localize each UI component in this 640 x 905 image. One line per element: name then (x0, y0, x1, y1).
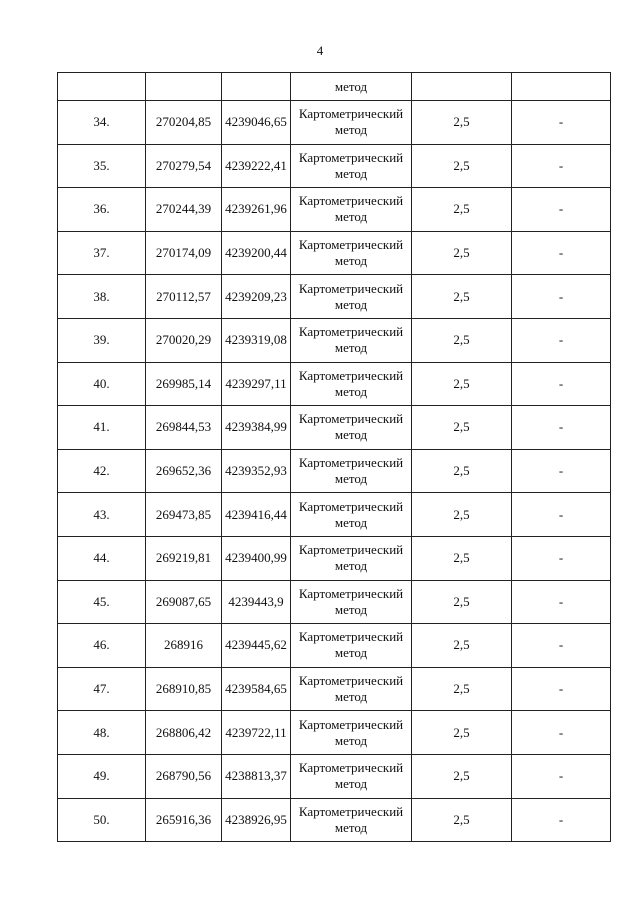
cell-method (291, 754, 412, 798)
cell-num: 49. (58, 754, 146, 798)
cell-note: - (512, 318, 611, 362)
cell-note (512, 73, 611, 101)
cell-y (222, 73, 291, 101)
cell-note: - (512, 580, 611, 624)
method-line-1: Картометрический (298, 498, 404, 514)
cell-y: 4239297,11 (222, 362, 291, 406)
cell-accuracy: 2,5 (412, 536, 512, 580)
cell-note: - (512, 362, 611, 406)
cell-accuracy: 2,5 (412, 406, 512, 450)
method-line-1: Картометрический (298, 803, 404, 819)
cell-num: 37. (58, 231, 146, 275)
cell-accuracy: 2,5 (412, 711, 512, 755)
method-line-2: метод (334, 122, 368, 138)
cell-accuracy: 2,5 (412, 624, 512, 668)
method-line-1: Картометрический (298, 585, 404, 601)
cell-method: метод (291, 73, 412, 101)
method-line-1: Картометрический (298, 455, 404, 471)
cell-num: 41. (58, 406, 146, 450)
cell-x: 270279,54 (146, 144, 222, 188)
cell-method (291, 406, 412, 450)
cell-x: 268790,56 (146, 754, 222, 798)
cell-note: - (512, 144, 611, 188)
cell-num: 44. (58, 536, 146, 580)
cell-y: 4239384,99 (222, 406, 291, 450)
cell-x: 270020,29 (146, 318, 222, 362)
cell-x: 268916 (146, 624, 222, 668)
cell-num: 39. (58, 318, 146, 362)
method-line-2: метод (334, 645, 368, 661)
cell-num: 38. (58, 275, 146, 319)
method-line-2: метод (334, 601, 368, 617)
cell-y: 4239400,99 (222, 536, 291, 580)
cell-accuracy: 2,5 (412, 275, 512, 319)
table-row (58, 406, 611, 450)
cell-y: 4239584,65 (222, 667, 291, 711)
cell-accuracy: 2,5 (412, 231, 512, 275)
cell-method (291, 711, 412, 755)
cell-method (291, 231, 412, 275)
cell-y: 4238926,95 (222, 798, 291, 842)
cell-num: 42. (58, 449, 146, 493)
table-row (58, 362, 611, 406)
cell-x: 268806,42 (146, 711, 222, 755)
method-line-2: метод (334, 776, 368, 792)
cell-accuracy: 2,5 (412, 667, 512, 711)
method-line-2: метод (334, 427, 368, 443)
method-line-2: метод (334, 732, 368, 748)
method-line-2: метод (334, 471, 368, 487)
table-row (58, 711, 611, 755)
cell-num: 35. (58, 144, 146, 188)
cell-y: 4239261,96 (222, 188, 291, 232)
cell-method (291, 275, 412, 319)
cell-note: - (512, 406, 611, 450)
method-line-1: Картометрический (298, 106, 404, 122)
cell-x: 269219,81 (146, 536, 222, 580)
method-line-2: метод (334, 383, 368, 399)
cell-y: 4239319,08 (222, 318, 291, 362)
cell-accuracy: 2,5 (412, 580, 512, 624)
cell-accuracy: 2,5 (412, 362, 512, 406)
table-row (58, 624, 611, 668)
cell-note: - (512, 536, 611, 580)
cell-method (291, 449, 412, 493)
cell-method (291, 188, 412, 232)
method-line-1: Картометрический (298, 367, 404, 383)
cell-accuracy: 2,5 (412, 493, 512, 537)
method-line-2: метод (334, 558, 368, 574)
continuation-row (58, 73, 611, 101)
cell-num: 46. (58, 624, 146, 668)
method-line-1: Картометрический (298, 629, 404, 645)
method-line-1: Картометрический (298, 760, 404, 776)
method-line-1: Картометрический (298, 149, 404, 165)
table-body (58, 73, 611, 842)
method-line-2: метод (334, 165, 368, 181)
cell-x: 270112,57 (146, 275, 222, 319)
cell-num: 40. (58, 362, 146, 406)
method-line-2: метод (334, 209, 368, 225)
cell-accuracy: 2,5 (412, 318, 512, 362)
cell-x: 269985,14 (146, 362, 222, 406)
method-line-2: метод (334, 253, 368, 269)
cell-note: - (512, 101, 611, 145)
page-number: 4 (316, 43, 324, 58)
cell-x: 270174,09 (146, 231, 222, 275)
method-line-2: метод (334, 689, 368, 705)
table-row (58, 144, 611, 188)
cell-method (291, 493, 412, 537)
cell-note: - (512, 188, 611, 232)
method-line-1: Картометрический (298, 716, 404, 732)
cell-x: 270244,39 (146, 188, 222, 232)
cell-note: - (512, 624, 611, 668)
cell-note: - (512, 275, 611, 319)
cell-x: 265916,36 (146, 798, 222, 842)
cell-method (291, 667, 412, 711)
cell-accuracy: 2,5 (412, 144, 512, 188)
table-row (58, 493, 611, 537)
table-row (58, 231, 611, 275)
cell-y: 4239722,11 (222, 711, 291, 755)
table-row (58, 188, 611, 232)
cell-accuracy (412, 73, 512, 101)
cell-num: 45. (58, 580, 146, 624)
cell-x: 269087,65 (146, 580, 222, 624)
table-row (58, 798, 611, 842)
table-row (58, 449, 611, 493)
cell-note: - (512, 493, 611, 537)
cell-num: 43. (58, 493, 146, 537)
cell-num: 48. (58, 711, 146, 755)
cell-x: 270204,85 (146, 101, 222, 145)
method-line-1: Картометрический (298, 673, 404, 689)
cell-accuracy: 2,5 (412, 449, 512, 493)
cell-x: 268910,85 (146, 667, 222, 711)
table-row (58, 275, 611, 319)
cell-accuracy: 2,5 (412, 101, 512, 145)
cell-num: 50. (58, 798, 146, 842)
cell-x: 269844,53 (146, 406, 222, 450)
table-row (58, 580, 611, 624)
cell-y: 4239046,65 (222, 101, 291, 145)
method-line-2: метод (334, 340, 368, 356)
cell-method (291, 144, 412, 188)
table-row (58, 754, 611, 798)
table-row (58, 101, 611, 145)
cell-y: 4239416,44 (222, 493, 291, 537)
cell-y: 4238813,37 (222, 754, 291, 798)
method-line-1: Картометрический (298, 542, 404, 558)
cell-num: 47. (58, 667, 146, 711)
cell-num (58, 73, 146, 101)
cell-y: 4239209,23 (222, 275, 291, 319)
table-row (58, 536, 611, 580)
cell-y: 4239443,9 (222, 580, 291, 624)
cell-method (291, 101, 412, 145)
method-line-1: Картометрический (298, 280, 404, 296)
cell-note: - (512, 449, 611, 493)
cell-accuracy: 2,5 (412, 188, 512, 232)
cell-note: - (512, 798, 611, 842)
method-line-2: метод (334, 819, 368, 835)
table-row (58, 667, 611, 711)
cell-y: 4239352,93 (222, 449, 291, 493)
cell-num: 34. (58, 101, 146, 145)
coordinates-table (57, 72, 611, 842)
cell-method (291, 362, 412, 406)
cell-accuracy: 2,5 (412, 754, 512, 798)
cell-x (146, 73, 222, 101)
cell-note: - (512, 711, 611, 755)
cell-y: 4239222,41 (222, 144, 291, 188)
cell-y: 4239200,44 (222, 231, 291, 275)
method-line-1: Картометрический (298, 237, 404, 253)
cell-method (291, 798, 412, 842)
cell-y: 4239445,62 (222, 624, 291, 668)
cell-method (291, 536, 412, 580)
cell-note: - (512, 231, 611, 275)
method-line-1: Картометрический (298, 193, 404, 209)
method-line-1: Картометрический (298, 324, 404, 340)
table-row (58, 318, 611, 362)
cell-method (291, 318, 412, 362)
cell-method (291, 580, 412, 624)
cell-x: 269652,36 (146, 449, 222, 493)
cell-note: - (512, 754, 611, 798)
cell-num: 36. (58, 188, 146, 232)
method-line-1: Картометрический (298, 411, 404, 427)
cell-method (291, 624, 412, 668)
cell-accuracy: 2,5 (412, 798, 512, 842)
cell-note: - (512, 667, 611, 711)
method-line-2: метод (334, 296, 368, 312)
cell-x: 269473,85 (146, 493, 222, 537)
method-line-2: метод (334, 514, 368, 530)
